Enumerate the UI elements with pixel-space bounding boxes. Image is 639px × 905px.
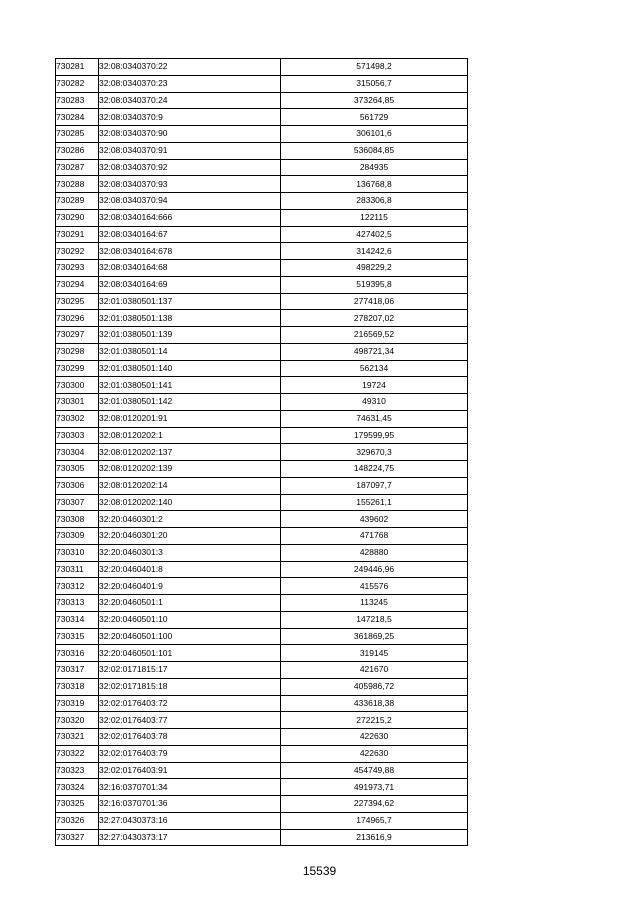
- cadastral-value-cell: 439602: [281, 511, 468, 528]
- table-row: [56, 310, 468, 327]
- table-row: [56, 444, 468, 461]
- table-row: [56, 695, 468, 712]
- table-row: [56, 427, 468, 444]
- cadastral-value-cell: 179599,95: [281, 427, 468, 444]
- row-number-cell: 730313: [56, 595, 99, 612]
- table-row: [56, 226, 468, 243]
- cadastral-number-cell: 32:01:0380501:140: [99, 360, 281, 377]
- cadastral-value-cell: 329670,3: [281, 444, 468, 461]
- cadastral-value-cell: 571498,2: [281, 59, 468, 76]
- row-number-cell: 730303: [56, 427, 99, 444]
- row-number-cell: 730304: [56, 444, 99, 461]
- cadastral-value-cell: 122115: [281, 209, 468, 226]
- table-row: [56, 209, 468, 226]
- row-number-cell: 730296: [56, 310, 99, 327]
- cadastral-number-cell: 32:08:0340164:69: [99, 276, 281, 293]
- table-row: [56, 75, 468, 92]
- table-row: [56, 561, 468, 578]
- row-number-cell: 730321: [56, 729, 99, 746]
- row-number-cell: 730318: [56, 678, 99, 695]
- cadastral-value-cell: 415576: [281, 578, 468, 595]
- table-row: [56, 812, 468, 829]
- page-number: 15539: [302, 864, 337, 878]
- row-number-cell: 730326: [56, 812, 99, 829]
- cadastral-number-cell: 32:20:0460501:101: [99, 645, 281, 662]
- cadastral-value-cell: 422630: [281, 729, 468, 746]
- row-number-cell: 730327: [56, 829, 99, 846]
- cadastral-value-cell: 283306,8: [281, 193, 468, 210]
- row-number-cell: 730283: [56, 92, 99, 109]
- cadastral-number-cell: 32:01:0380501:141: [99, 377, 281, 394]
- table-row: [56, 327, 468, 344]
- row-number-cell: 730286: [56, 142, 99, 159]
- row-number-cell: 730314: [56, 611, 99, 628]
- cadastral-number-cell: 32:02:0176403:77: [99, 712, 281, 729]
- table-row: [56, 712, 468, 729]
- cadastral-number-cell: 32:20:0460501:10: [99, 611, 281, 628]
- cadastral-number-cell: 32:08:0340370:94: [99, 193, 281, 210]
- cadastral-value-cell: 74631,45: [281, 410, 468, 427]
- row-number-cell: 730322: [56, 745, 99, 762]
- table-row: [56, 461, 468, 478]
- table-row: [56, 477, 468, 494]
- row-number-cell: 730301: [56, 394, 99, 411]
- cadastral-value-cell: 113245: [281, 595, 468, 612]
- cadastral-number-cell: 32:01:0380501:138: [99, 310, 281, 327]
- row-number-cell: 730316: [56, 645, 99, 662]
- cadastral-number-cell: 32:27:0430373:17: [99, 829, 281, 846]
- row-number-cell: 730294: [56, 276, 99, 293]
- table-row: [56, 142, 468, 159]
- cadastral-number-cell: 32:20:0460301:20: [99, 528, 281, 545]
- table-row: [56, 343, 468, 360]
- cadastral-value-cell: 249446,96: [281, 561, 468, 578]
- cadastral-value-cell: 422630: [281, 745, 468, 762]
- table-row: [56, 126, 468, 143]
- cadastral-number-cell: 32:08:0340164:678: [99, 243, 281, 260]
- cadastral-number-cell: 32:08:0120202:137: [99, 444, 281, 461]
- table-row: [56, 92, 468, 109]
- cadastral-value-cell: 314242,6: [281, 243, 468, 260]
- table-row: [56, 762, 468, 779]
- table-row: [56, 729, 468, 746]
- cadastral-number-cell: 32:08:0340164:68: [99, 260, 281, 277]
- table-row: [56, 494, 468, 511]
- table-row: [56, 193, 468, 210]
- cadastral-number-cell: 32:08:0340164:67: [99, 226, 281, 243]
- row-number-cell: 730298: [56, 343, 99, 360]
- cadastral-value-cell: 519395,8: [281, 276, 468, 293]
- row-number-cell: 730290: [56, 209, 99, 226]
- cadastral-number-cell: 32:08:0120202:14: [99, 477, 281, 494]
- cadastral-number-cell: 32:08:0340370:24: [99, 92, 281, 109]
- row-number-cell: 730285: [56, 126, 99, 143]
- row-number-cell: 730293: [56, 260, 99, 277]
- row-number-cell: 730300: [56, 377, 99, 394]
- cadastral-value-cell: 561729: [281, 109, 468, 126]
- cadastral-value-cell: 491973,71: [281, 779, 468, 796]
- row-number-cell: 730287: [56, 159, 99, 176]
- cadastral-value-table: [55, 58, 468, 846]
- table-row: [56, 159, 468, 176]
- table-row: [56, 796, 468, 813]
- table-row: [56, 829, 468, 846]
- cadastral-value-cell: 427402,5: [281, 226, 468, 243]
- cadastral-value-cell: 227394,62: [281, 796, 468, 813]
- cadastral-number-cell: 32:20:0460301:3: [99, 544, 281, 561]
- cadastral-value-cell: 319145: [281, 645, 468, 662]
- cadastral-number-cell: 32:02:0176403:72: [99, 695, 281, 712]
- table-row: [56, 645, 468, 662]
- table-row: [56, 360, 468, 377]
- cadastral-number-cell: 32:08:0120201:91: [99, 410, 281, 427]
- cadastral-value-cell: 454749,88: [281, 762, 468, 779]
- cadastral-value-cell: 562134: [281, 360, 468, 377]
- cadastral-value-cell: 216569,52: [281, 327, 468, 344]
- cadastral-value-cell: 405986,72: [281, 678, 468, 695]
- cadastral-number-cell: 32:02:0171815:18: [99, 678, 281, 695]
- cadastral-value-cell: 174965,7: [281, 812, 468, 829]
- row-number-cell: 730302: [56, 410, 99, 427]
- cadastral-number-cell: 32:02:0176403:79: [99, 745, 281, 762]
- cadastral-value-cell: 187097,7: [281, 477, 468, 494]
- row-number-cell: 730289: [56, 193, 99, 210]
- cadastral-value-cell: 148224,75: [281, 461, 468, 478]
- row-number-cell: 730299: [56, 360, 99, 377]
- table-row: [56, 628, 468, 645]
- cadastral-number-cell: 32:08:0340370:92: [99, 159, 281, 176]
- cadastral-value-cell: 471768: [281, 528, 468, 545]
- table-row: [56, 544, 468, 561]
- row-number-cell: 730320: [56, 712, 99, 729]
- cadastral-number-cell: 32:02:0176403:91: [99, 762, 281, 779]
- row-number-cell: 730307: [56, 494, 99, 511]
- row-number-cell: 730311: [56, 561, 99, 578]
- cadastral-number-cell: 32:01:0380501:137: [99, 293, 281, 310]
- table-row: [56, 377, 468, 394]
- cadastral-number-cell: 32:01:0380501:14: [99, 343, 281, 360]
- table-row: [56, 578, 468, 595]
- cadastral-number-cell: 32:08:0120202:140: [99, 494, 281, 511]
- cadastral-value-cell: 315056,7: [281, 75, 468, 92]
- cadastral-value-cell: 19724: [281, 377, 468, 394]
- cadastral-value-cell: 498229,2: [281, 260, 468, 277]
- cadastral-number-cell: 32:27:0430373:16: [99, 812, 281, 829]
- table-body: [56, 59, 468, 846]
- cadastral-number-cell: 32:08:0340370:90: [99, 126, 281, 143]
- cadastral-number-cell: 32:01:0380501:142: [99, 394, 281, 411]
- table-row: [56, 243, 468, 260]
- table-row: [56, 662, 468, 679]
- row-number-cell: 730297: [56, 327, 99, 344]
- cadastral-value-cell: 213616,9: [281, 829, 468, 846]
- row-number-cell: 730309: [56, 528, 99, 545]
- row-number-cell: 730284: [56, 109, 99, 126]
- table-row: [56, 528, 468, 545]
- cadastral-number-cell: 32:20:0460401:8: [99, 561, 281, 578]
- row-number-cell: 730295: [56, 293, 99, 310]
- row-number-cell: 730306: [56, 477, 99, 494]
- cadastral-value-cell: 433618,38: [281, 695, 468, 712]
- cadastral-value-cell: 361869,25: [281, 628, 468, 645]
- cadastral-number-cell: 32:08:0340370:91: [99, 142, 281, 159]
- table-row: [56, 511, 468, 528]
- row-number-cell: 730305: [56, 461, 99, 478]
- cadastral-value-cell: 155261,1: [281, 494, 468, 511]
- table-row: [56, 745, 468, 762]
- cadastral-number-cell: 32:20:0460501:100: [99, 628, 281, 645]
- table-row: [56, 109, 468, 126]
- cadastral-value-cell: 278207,02: [281, 310, 468, 327]
- table-row: [56, 678, 468, 695]
- cadastral-value-cell: 536084,85: [281, 142, 468, 159]
- row-number-cell: 730310: [56, 544, 99, 561]
- cadastral-number-cell: 32:08:0340370:22: [99, 59, 281, 76]
- row-number-cell: 730308: [56, 511, 99, 528]
- row-number-cell: 730291: [56, 226, 99, 243]
- row-number-cell: 730288: [56, 176, 99, 193]
- row-number-cell: 730325: [56, 796, 99, 813]
- row-number-cell: 730282: [56, 75, 99, 92]
- table-row: [56, 779, 468, 796]
- cadastral-number-cell: 32:16:0370701:34: [99, 779, 281, 796]
- cadastral-number-cell: 32:16:0370701:36: [99, 796, 281, 813]
- row-number-cell: 730315: [56, 628, 99, 645]
- table-row: [56, 611, 468, 628]
- cadastral-value-cell: 306101,6: [281, 126, 468, 143]
- cadastral-value-cell: 147218,5: [281, 611, 468, 628]
- cadastral-number-cell: 32:20:0460501:1: [99, 595, 281, 612]
- table-row: [56, 293, 468, 310]
- table-row: [56, 410, 468, 427]
- cadastral-value-cell: 373264,85: [281, 92, 468, 109]
- row-number-cell: 730324: [56, 779, 99, 796]
- table-row: [56, 394, 468, 411]
- row-number-cell: 730317: [56, 662, 99, 679]
- table-row: [56, 276, 468, 293]
- cadastral-number-cell: 32:02:0171815:17: [99, 662, 281, 679]
- cadastral-number-cell: 32:02:0176403:78: [99, 729, 281, 746]
- cadastral-number-cell: 32:08:0340370:9: [99, 109, 281, 126]
- table-row: [56, 595, 468, 612]
- cadastral-value-cell: 136768,8: [281, 176, 468, 193]
- row-number-cell: 730312: [56, 578, 99, 595]
- cadastral-value-cell: 272215,2: [281, 712, 468, 729]
- row-number-cell: 730323: [56, 762, 99, 779]
- table-row: [56, 260, 468, 277]
- table-row: [56, 59, 468, 76]
- cadastral-number-cell: 32:08:0340370:23: [99, 75, 281, 92]
- row-number-cell: 730281: [56, 59, 99, 76]
- cadastral-number-cell: 32:20:0460401:9: [99, 578, 281, 595]
- cadastral-number-cell: 32:08:0120202:139: [99, 461, 281, 478]
- cadastral-number-cell: 32:01:0380501:139: [99, 327, 281, 344]
- cadastral-value-cell: 498721,34: [281, 343, 468, 360]
- cadastral-value-cell: 284935: [281, 159, 468, 176]
- cadastral-number-cell: 32:08:0120202:1: [99, 427, 281, 444]
- cadastral-number-cell: 32:08:0340164:666: [99, 209, 281, 226]
- table-row: [56, 176, 468, 193]
- cadastral-value-cell: 421670: [281, 662, 468, 679]
- row-number-cell: 730319: [56, 695, 99, 712]
- cadastral-number-cell: 32:08:0340370:93: [99, 176, 281, 193]
- cadastral-value-cell: 49310: [281, 394, 468, 411]
- cadastral-value-cell: 428880: [281, 544, 468, 561]
- cadastral-value-cell: 277418,06: [281, 293, 468, 310]
- cadastral-number-cell: 32:20:0460301:2: [99, 511, 281, 528]
- row-number-cell: 730292: [56, 243, 99, 260]
